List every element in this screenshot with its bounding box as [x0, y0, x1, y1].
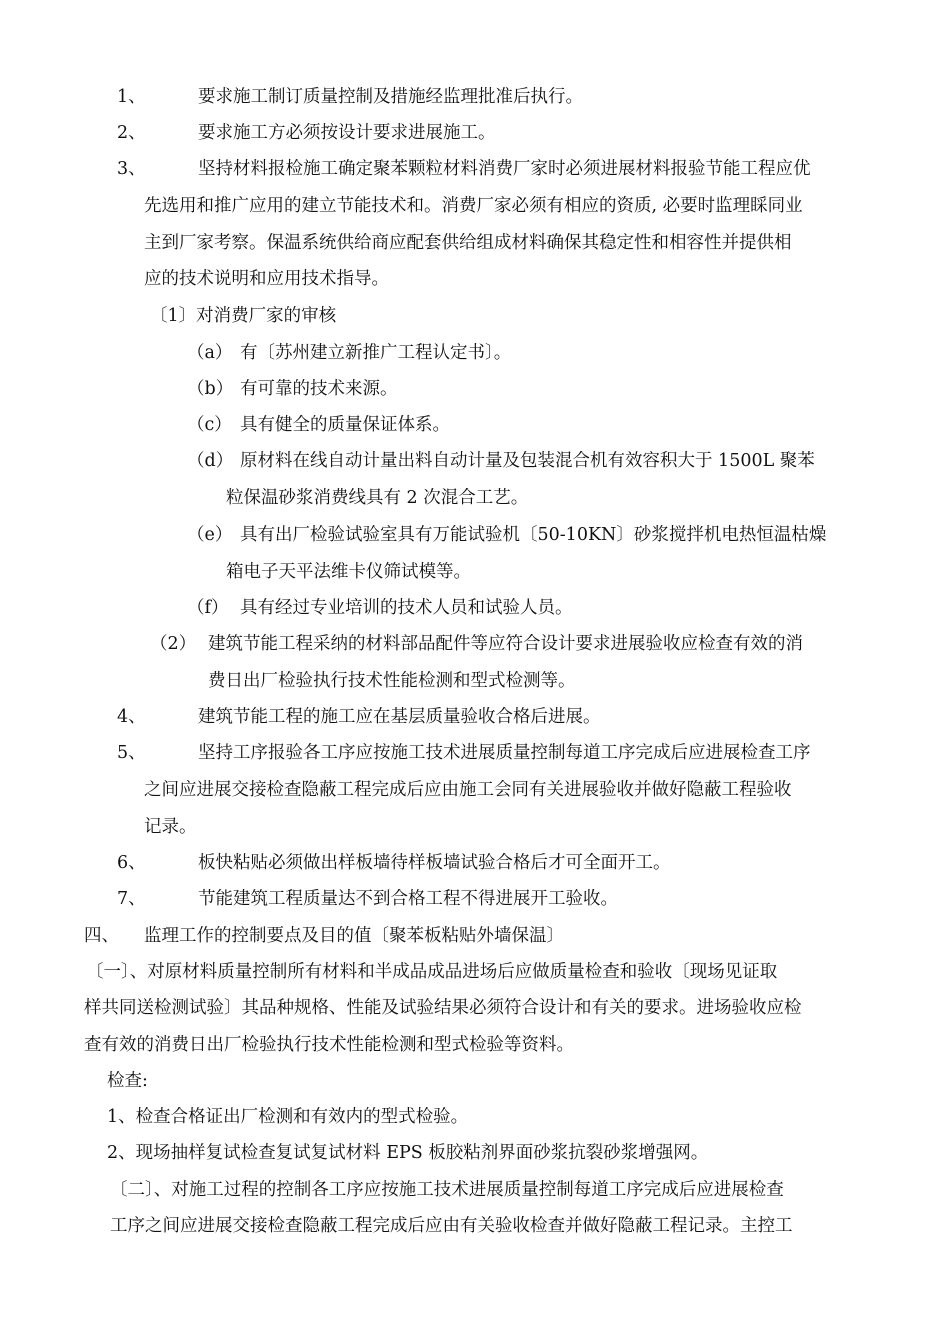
sub-item-marker: （c） [187, 415, 232, 435]
list-item-text: 要求施工方必须按设计要求进展施工。 [198, 123, 496, 143]
check-label: 检查: [107, 1071, 148, 1091]
list-item-text: 要求施工制订质量控制及措施经监理批准后执行。 [198, 87, 583, 107]
sub-heading-number: （2） [150, 634, 197, 654]
paragraph-line: 〔二〕、对施工过程的控制各工序应按施工技术进展质量控制每道工序完成后应进展检查 [110, 1180, 784, 1200]
sub-item-marker: （f） [187, 598, 229, 618]
sub-item-text: 有可靠的技术来源。 [240, 379, 398, 399]
sub-item-marker: （a） [187, 343, 233, 363]
list-item-text: 之间应进展交接检查隐蔽工程完成后应由施工会同有关进展验收并做好隐蔽工程验收 [144, 780, 792, 800]
sub-item-marker: （b） [187, 379, 234, 399]
sub-item-text: 有〔苏州建立新推广工程认定书〕。 [240, 343, 512, 363]
check-item: 1、检查合格证出厂检测和有效内的型式检验。 [107, 1107, 469, 1127]
list-item-text: 节能建筑工程质量达不到合格工程不得进展开工验收。 [198, 889, 618, 909]
check-item: 2、现场抽样复试检查复试复试材料 EPS 板胶粘剂界面砂浆抗裂砂浆增强网。 [107, 1143, 709, 1163]
paragraph-line: 查有效的消费日出厂检验执行技术性能检测和型式检验等资料。 [84, 1035, 574, 1055]
section-title: 监理工作的控制要点及目的值〔聚苯板粘贴外墙保温〕 [144, 926, 564, 946]
sub-item-text: 粒保温砂浆消费线具有 2 次混合工艺。 [226, 488, 529, 508]
sub-item-text: 具有健全的质量保证体系。 [240, 415, 450, 435]
sub-item-marker: （d） [187, 451, 234, 471]
paragraph-line: 工序之间应进展交接检查隐蔽工程完成后应由有关验收检查并做好隐蔽工程记录。主控工 [110, 1216, 793, 1236]
paragraph-line: 〔一〕、对原材料质量控制所有材料和半成品成品进场后应做质量检查和验收〔现场见证取 [86, 962, 778, 982]
list-item-text: 先选用和推广应用的建立节能技术和。消费厂家必须有相应的资质, 必要时监理睬同业 [144, 196, 803, 216]
list-number: 1、 [117, 87, 146, 107]
list-item-text: 板快粘贴必须做出样板墙待样板墙试验合格后才可全面开工。 [198, 853, 671, 873]
sub-item-marker: （e） [187, 525, 233, 545]
section-number: 四、 [84, 926, 119, 946]
sub-heading-text: 建筑节能工程采纳的材料部品配件等应符合设计要求进展验收应检查有效的消 [208, 634, 803, 654]
list-number: 5、 [117, 743, 146, 763]
list-item-text: 坚持工序报验各工序应按施工技术进展质量控制每道工序完成后应进展检查工序 [198, 743, 811, 763]
sub-heading: 〔1〕对消费厂家的审核 [150, 306, 337, 326]
list-number: 6、 [117, 853, 146, 873]
sub-item-text: 原材料在线自动计量出料自动计量及包装混合机有效容积大于 1500L 聚苯 [240, 451, 815, 471]
list-item-text: 建筑节能工程的施工应在基层质量验收合格后进展。 [198, 707, 601, 727]
sub-item-text: 具有出厂检验试验室具有万能试验机〔50-10KN〕砂浆搅拌机电热恒温枯燥 [240, 525, 827, 545]
sub-item-text: 箱电子天平法维卡仪筛试模等。 [226, 562, 471, 582]
list-item-text: 坚持材料报检施工确定聚苯颗粒材料消费厂家时必须进展材料报验节能工程应优 [198, 159, 811, 179]
list-item-text: 主到厂家考察。保温系统供给商应配套供给组成材料确保其稳定性和相容性并提供相 [144, 233, 792, 253]
list-number: 2、 [117, 123, 146, 143]
list-number: 4、 [117, 707, 146, 727]
list-number: 3、 [117, 159, 146, 179]
list-item-text: 应的技术说明和应用技术指导。 [144, 269, 389, 289]
paragraph-line: 样共同送检测试验〕其品种规格、性能及试验结果必须符合设计和有关的要求。进场验收应检 [84, 998, 802, 1018]
sub-item-text: 具有经过专业培训的技术人员和试验人员。 [240, 598, 573, 618]
list-number: 7、 [117, 889, 146, 909]
list-item-text: 记录。 [144, 817, 197, 837]
sub-heading-text: 费日出厂检验执行技术性能检测和型式检测等。 [208, 671, 576, 691]
